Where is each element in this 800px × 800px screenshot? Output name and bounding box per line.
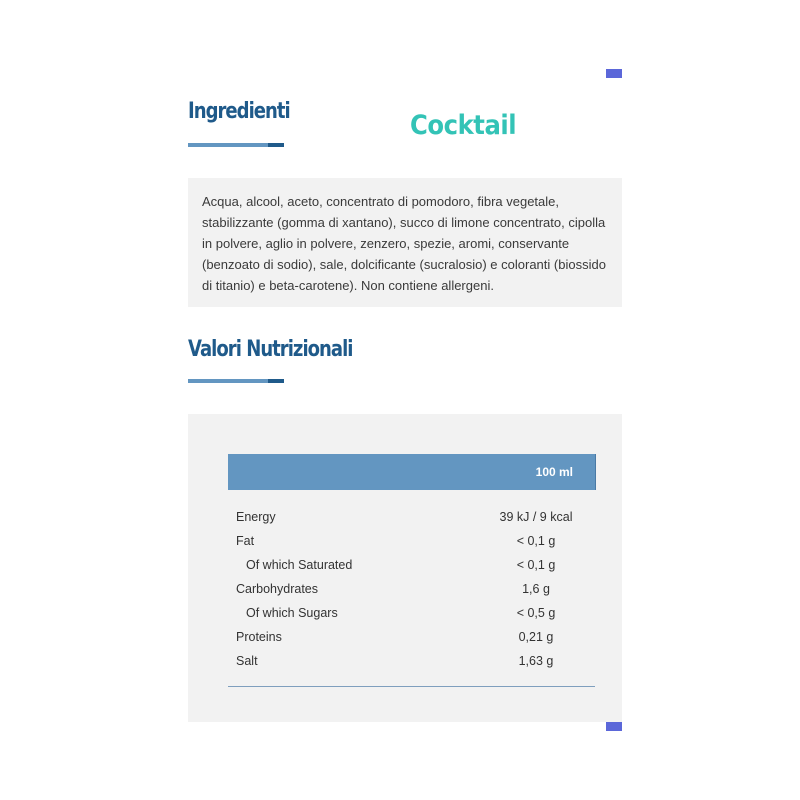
corner-marker-top <box>606 69 622 78</box>
nutrient-value: < 0,1 g <box>516 534 556 548</box>
table-row <box>236 506 578 530</box>
product-name: Cocktail <box>410 110 517 141</box>
nutrition-title: Valori Nutrizionali <box>188 337 353 362</box>
nutrient-value: < 0,1 g <box>516 558 556 572</box>
table-row <box>236 578 578 602</box>
nutrition-column-header: 100 ml <box>535 465 573 479</box>
nutrition-title-underline <box>188 379 284 383</box>
nutrient-label: Of which Sugars <box>246 606 338 620</box>
nutrient-label: Energy <box>236 510 276 524</box>
nutrient-value: 0,21 g <box>518 630 554 644</box>
table-row <box>236 602 578 626</box>
nutrition-table <box>188 414 622 722</box>
table-row <box>236 650 578 674</box>
ingredients-title-underline <box>188 143 284 147</box>
table-row <box>236 626 578 650</box>
nutrient-value: < 0,5 g <box>516 606 556 620</box>
ingredients-title: Ingredienti <box>188 99 290 124</box>
table-row <box>236 554 578 578</box>
nutrient-label: Carbohydrates <box>236 582 318 596</box>
nutrient-label: Proteins <box>236 630 282 644</box>
table-bottom-rule <box>228 686 595 687</box>
underline-light-segment <box>188 379 268 383</box>
underline-dark-segment <box>268 143 284 147</box>
table-row <box>236 530 578 554</box>
nutrient-value: 1,63 g <box>518 654 554 668</box>
nutrition-table-header <box>228 454 596 490</box>
nutrient-label: Salt <box>236 654 258 668</box>
nutrient-value: 1,6 g <box>522 582 550 596</box>
nutrient-label: Fat <box>236 534 255 548</box>
underline-light-segment <box>188 143 268 147</box>
corner-marker-bottom <box>606 722 622 731</box>
ingredients-box <box>188 178 622 307</box>
ingredients-text: Acqua, alcool, aceto, concentrato di pomodoro, fibra vegetale, stabilizzante (gomma di xantano), succo di limone concentrato, cipolla in polvere, aglio in polvere, zenzero, spezie, aromi, conservante (benzoato di sodio), sale, dolcificante (sucralosio) e coloranti (biossido di titanio) e beta-carotene). Non contiene allergeni. <box>202 194 606 293</box>
nutrient-label: Of which Saturated <box>246 558 353 572</box>
nutrient-value: 39 kJ / 9 kcal <box>499 510 573 524</box>
underline-dark-segment <box>268 379 284 383</box>
